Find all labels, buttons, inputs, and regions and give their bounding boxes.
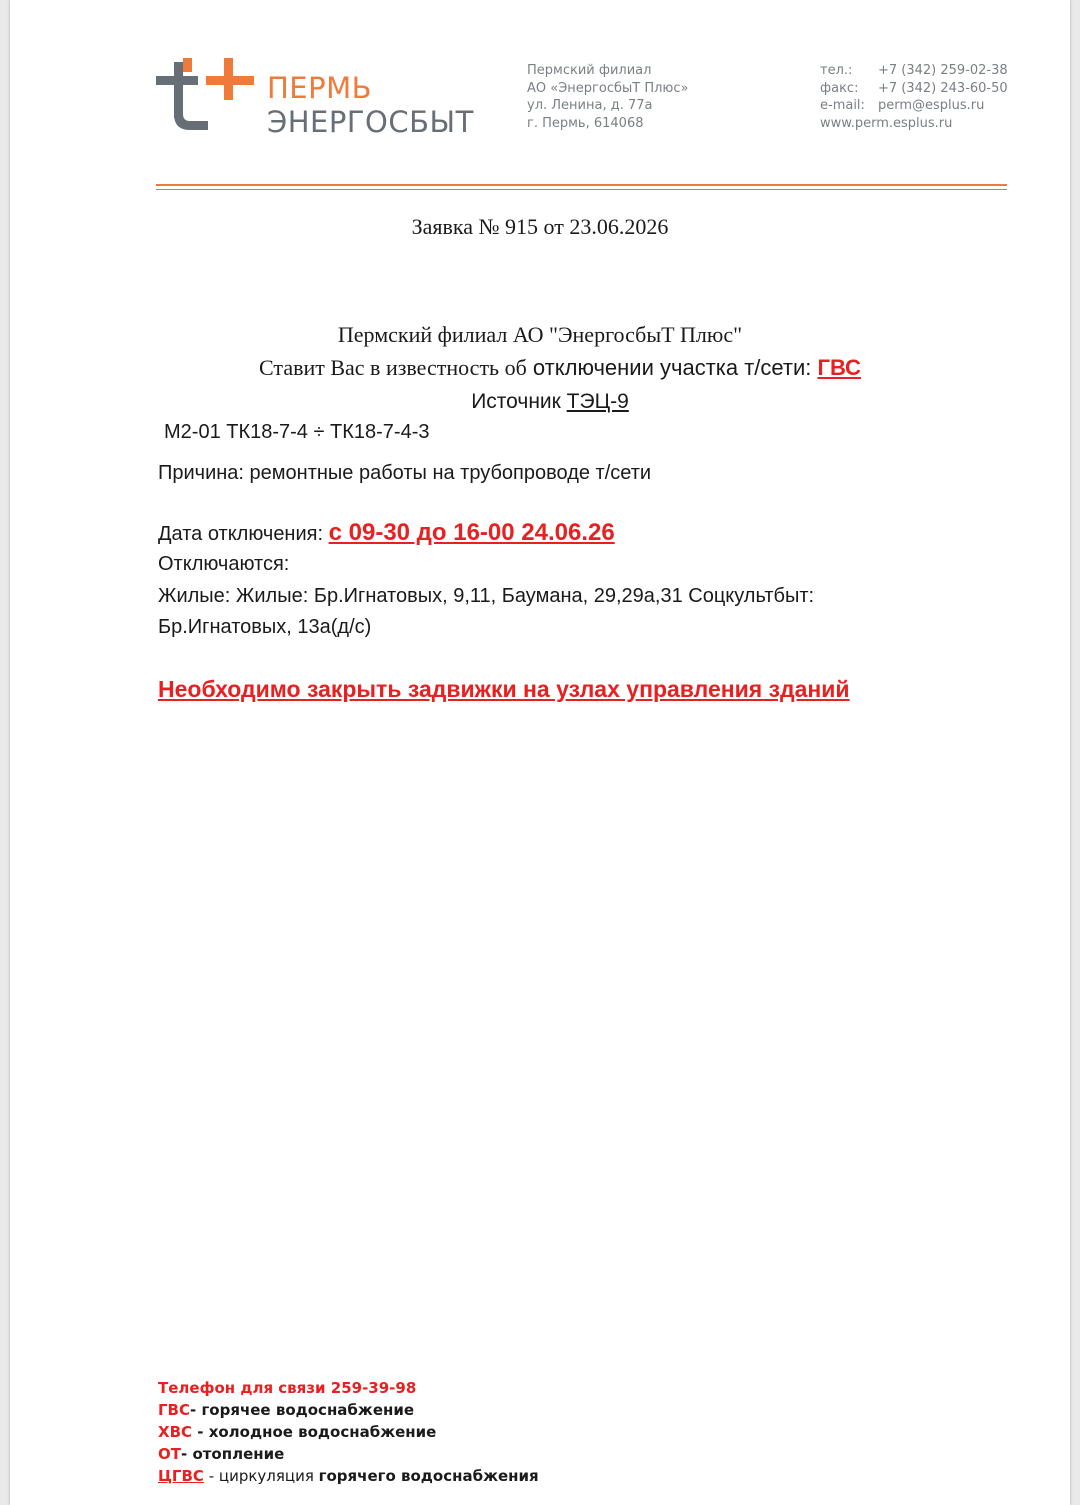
- logo-mark-icon: [156, 58, 256, 138]
- legend-abbr: ГВС: [158, 1401, 190, 1419]
- address-line: Пермский филиал: [527, 63, 652, 78]
- phone-value: +7 (342) 259-02-38: [878, 63, 1008, 78]
- logo-text-energosbyt: ЭНЕРГОСБЫТ: [267, 105, 474, 139]
- service-type: ГВС: [817, 355, 861, 380]
- legend-sep: -: [192, 1423, 209, 1441]
- reason-line: Причина: ремонтные работы на трубопроводе т/сети: [158, 462, 652, 484]
- legend-item: [158, 1443, 539, 1465]
- notify-text-sans: отключении участка т/сети:: [526, 355, 818, 380]
- disconnected-label: Отключаются:: [158, 553, 290, 575]
- legend-item: [158, 1421, 539, 1443]
- source-value: ТЭЦ-9: [566, 390, 629, 413]
- footer-legend: [158, 1377, 539, 1487]
- company-logo: [156, 58, 474, 142]
- contact-phone: Телефон для связи 259-39-98: [158, 1379, 417, 1397]
- header-divider-gray: [156, 189, 1007, 190]
- legend-abbr: ЦГВС: [158, 1467, 204, 1485]
- legend-text: горячее водоснабжение: [201, 1401, 415, 1419]
- legend-text: горячего водоснабжения: [318, 1467, 539, 1485]
- phone-label: тел.:: [820, 63, 853, 78]
- notify-text-serif: Ставит Вас в известность об: [259, 355, 527, 380]
- company-address: [527, 62, 688, 132]
- legend-text: холодное водоснабжение: [208, 1423, 437, 1441]
- document-page: [10, 0, 1070, 1505]
- network-section: М2-01 ТК18-7-4 ÷ ТК18-7-4-3: [164, 421, 430, 443]
- request-title: Заявка № 915 от 23.06.2026: [411, 214, 669, 239]
- outage-date-line: [158, 519, 615, 547]
- logo-text-perm: ПЕРМЬ: [267, 71, 373, 105]
- address-line: АО «ЭнергосбыТ Плюс»: [527, 80, 689, 96]
- address-line: г. Пермь, 614068: [527, 115, 644, 131]
- legend-abbr: ОТ: [158, 1445, 181, 1463]
- fax-value: +7 (342) 243-60-50: [878, 80, 1008, 96]
- warning-notice: Необходимо закрыть задвижки на узлах управления зданий: [158, 676, 850, 702]
- legend-text: циркуляция: [218, 1467, 319, 1485]
- date-value: с 09-30 до 16-00 24.06.26: [328, 519, 615, 546]
- legend-abbr: ХВС: [158, 1423, 193, 1441]
- legend-sep: -: [190, 1401, 202, 1419]
- header-divider-orange: [156, 184, 1007, 186]
- residents-line: Бр.Игнатовых, 13а(д/с): [158, 616, 372, 638]
- address-line: ул. Ленина, д. 77а: [527, 98, 653, 113]
- company-line: Пермский филиал АО "ЭнергосбыТ Плюс": [337, 322, 743, 347]
- email-link[interactable]: perm@esplus.ru: [878, 98, 985, 113]
- legend-item: [158, 1399, 539, 1421]
- fax-label: факс:: [820, 80, 859, 96]
- legend-sep: -: [203, 1467, 219, 1485]
- notification-line: [30, 355, 1080, 381]
- legend-item: [158, 1465, 539, 1487]
- source-label: Источник: [471, 390, 567, 413]
- legend-text: отопление: [192, 1445, 285, 1463]
- date-label: Дата отключения:: [158, 523, 329, 545]
- source-line: [20, 390, 1080, 414]
- website-link[interactable]: www.perm.esplus.ru: [820, 115, 953, 131]
- email-label: e-mail:: [820, 98, 865, 113]
- contact-values: [878, 62, 1008, 115]
- residents-line: Жилые: Жилые: Бр.Игнатовых, 9,11, Баумана, 29,29а,31 Соцкультбыт:: [158, 585, 815, 607]
- legend-sep: -: [180, 1445, 193, 1463]
